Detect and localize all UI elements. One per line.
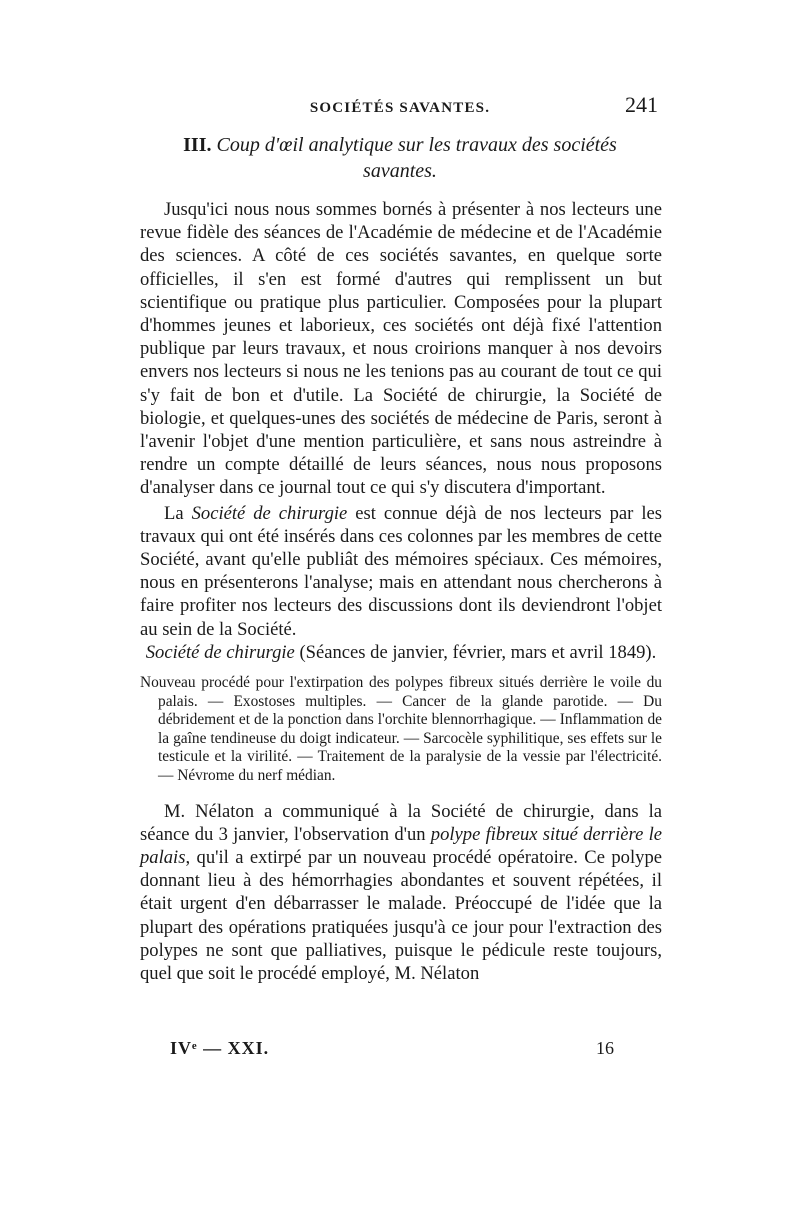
paragraph-3-part2: , qu'il a extirpé par un nouveau procédé opératoire. Ce polype donnant lieu à des hémorrhagies abondantes et souvent répétées, il était urgent d'en débarrasser le malade. Préoccupé de l'idée que la plupart des opérations pratiquées jusqu'à ce jour pour l'extraction des polypes ne sont que palliatives, puisque le pédicule reste toujours, quel que soit le procédé employé, M. Nélaton (140, 847, 662, 985)
section-title-line1: Coup d'œil analytique sur les travaux des sociétés (216, 134, 617, 156)
sheet-number: 16 (596, 1038, 614, 1058)
subsection-title-emphasis: Société de chirurgie (145, 641, 295, 663)
body-text (140, 198, 662, 985)
subsection-title (140, 641, 662, 664)
section-heading (140, 132, 660, 184)
paragraph-2 (140, 502, 662, 641)
signature-mark: IVᵉ — XXI. (170, 1038, 270, 1058)
paragraph-2-rest: est connue déjà de nos lecteurs par les travaux qui ont été insérés dans ces colonnes par les membres de cette Société, avant qu'elle publiât des mémoires spéciaux. Ces mémoires, nous en présenterons l'analyse; mais en attendant nous chercherons à faire profiter nos lecteurs des discussions dont ils deviendront l'objet au sein de la Société. (140, 502, 662, 640)
paragraph-2-emphasis: Société de chirurgie (191, 502, 348, 524)
summary-block: Nouveau procédé pour l'extirpation des polypes fibreux situés derrière le voile du palais. — Exostoses multiples. — Cancer de la glande parotide. — Du débridement et de la ponction dans l'orchite blennorrhagique. — Inflammation de la gaîne tendineuse du doigt indicateur. — Sarcocèle syphilitique, ses effets sur le testicule et la virilité. — Traitement de la paralysie de la vessie par l'électricité. — Névrome du nerf médian. (140, 674, 662, 785)
paragraph-3-emphasis: polype fibreux situé derrière le palais (140, 823, 662, 869)
page-header (140, 92, 660, 122)
paragraph-3 (140, 800, 662, 986)
paragraph-3-part1: M. Nélaton a communiqué à la Société de chirurgie, dans la séance du 3 janvier, l'observation d'un (140, 800, 662, 845)
section-number: III. (183, 134, 212, 156)
subsection-title-rest: (Séances de janvier, février, mars et avril 1849). (294, 641, 657, 663)
paragraph-2-start: La (164, 502, 192, 524)
running-title: SOCIÉTÉS SAVANTES. (309, 100, 491, 116)
section-title-line2: savantes. (363, 160, 437, 182)
page-footer (140, 1038, 660, 1066)
paragraph-1: Jusqu'ici nous nous sommes bornés à présenter à nos lecteurs une revue fidèle des séances de l'Académie de médecine et de l'Académie des sciences. A côté de ces sociétés savantes, en quelque sorte officielles, il s'en est formé d'autres qui remplissent un but scientifique ou pratique plus particulier. Composées pour la plupart d'hommes jeunes et laborieux, ces sociétés ont déjà fixé l'attention publique par leurs travaux, et nous croirions manquer à nos devoirs envers nos lecteurs si nous ne les tenions pas au courant de tout ce qui s'y fait de bon et d'utile. La Société de chirurgie, la Société de biologie, et quelques-unes des sociétés de médecine de Paris, seront à l'avenir l'objet d'une mention particulière, et sans nous astreindre à rendre un compte détaillé de leurs séances, nous nous proposons d'analyser dans ce journal tout ce qui s'y discutera d'important. (140, 199, 662, 499)
page-number: 241 (625, 92, 658, 117)
